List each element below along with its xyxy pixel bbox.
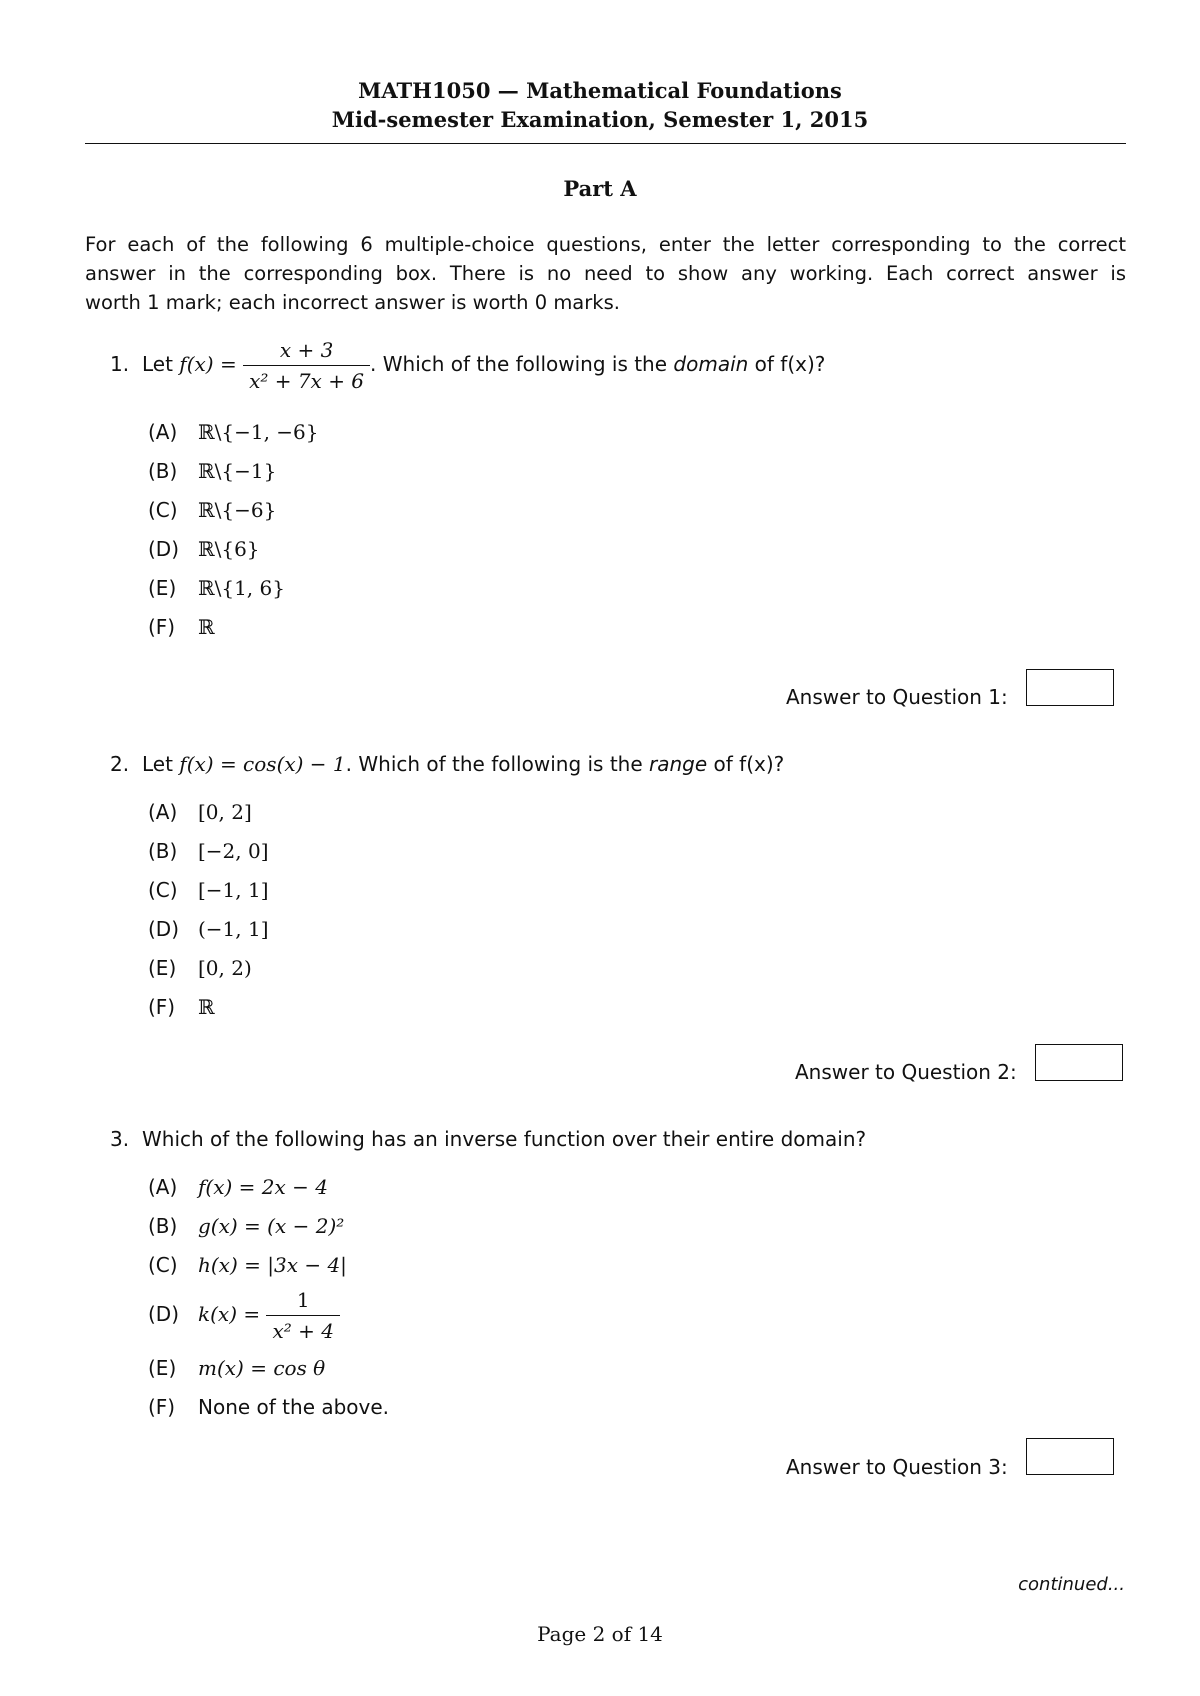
- option-text: f(x) = 2x − 4: [198, 1175, 328, 1199]
- option-2a: [148, 800, 252, 824]
- option-3f: [148, 1395, 389, 1419]
- exam-title: Mid-semester Examination, Semester 1, 2015: [331, 107, 869, 132]
- option-label: (A): [148, 1175, 178, 1199]
- answer-box-1[interactable]: [1026, 669, 1114, 706]
- instructions-line-1: For each of the following 6 multiple-choice questions, enter the letter corresponding to the correct: [85, 233, 1126, 256]
- option-text: ℝ: [198, 615, 215, 639]
- option-1d: [148, 537, 260, 561]
- option-text: h(x) = |3x − 4|: [198, 1253, 347, 1277]
- question-2: [110, 752, 784, 776]
- question-number: 1.: [110, 352, 130, 376]
- answer-label-1: Answer to Question 1:: [786, 685, 1008, 709]
- option-1f: [148, 615, 215, 639]
- fraction-numerator: x + 3: [243, 338, 370, 366]
- option-label: (E): [148, 576, 177, 600]
- instructions-line-2: answer in the corresponding box. There is no need to show any working. Each correct answer is: [85, 262, 1126, 285]
- function-name: f(x) =: [179, 352, 237, 376]
- option-1a: [148, 420, 319, 444]
- option-1b: [148, 459, 276, 483]
- option-text: m(x) = cos θ: [198, 1356, 326, 1380]
- option-prefix: k(x) =: [198, 1302, 261, 1326]
- option-label: (C): [148, 1253, 178, 1277]
- question-prefix: Let: [142, 752, 180, 776]
- question-emphasis: range: [649, 752, 708, 776]
- header-rule: [85, 143, 1126, 144]
- option-text: [−2, 0]: [198, 839, 269, 863]
- option-label: (F): [148, 615, 176, 639]
- option-text: ℝ\{1, 6}: [198, 576, 285, 600]
- option-2c: [148, 878, 269, 902]
- option-label: (E): [148, 1356, 177, 1380]
- option-3e: [148, 1356, 325, 1380]
- page-number: Page 2 of 14: [537, 1622, 663, 1646]
- option-3a: [148, 1175, 328, 1199]
- fraction-denominator: x² + 7x + 6: [249, 369, 365, 393]
- fraction-denominator: x² + 4: [272, 1319, 334, 1343]
- option-text: ℝ\{6}: [198, 537, 260, 561]
- option-2d: [148, 917, 269, 941]
- instructions: [85, 230, 1126, 317]
- option-label: (C): [148, 878, 178, 902]
- option-3b: [148, 1214, 344, 1238]
- option-2e: [148, 956, 252, 980]
- option-text: ℝ\{−1, −6}: [198, 420, 319, 444]
- function-expression: f(x) = cos(x) − 1: [179, 752, 346, 776]
- question-emphasis: domain: [673, 352, 749, 376]
- course-title: MATH1050 — Mathematical Foundations: [358, 78, 842, 103]
- question-1: [110, 338, 825, 393]
- option-text: ℝ\{−1}: [198, 459, 277, 483]
- answer-box-3[interactable]: [1026, 1438, 1114, 1475]
- question-text: Which of the following has an inverse function over their entire domain?: [142, 1127, 867, 1151]
- question-prefix: Let: [142, 352, 180, 376]
- question-text: . Which of the following is the: [345, 752, 650, 776]
- fraction-numerator: 1: [266, 1288, 340, 1316]
- continued-note: continued...: [1018, 1574, 1125, 1595]
- option-2f: [148, 995, 215, 1019]
- option-label: (B): [148, 459, 178, 483]
- option-label: (F): [148, 1395, 176, 1419]
- option-label: (A): [148, 800, 178, 824]
- option-label: (C): [148, 498, 178, 522]
- question-tail: of f(x)?: [748, 352, 826, 376]
- option-label: (A): [148, 420, 178, 444]
- option-3d: [148, 1288, 340, 1343]
- question-number: 2.: [110, 752, 130, 776]
- question-tail: of f(x)?: [707, 752, 785, 776]
- option-1c: [148, 498, 276, 522]
- fraction: [266, 1288, 340, 1343]
- option-label: (D): [148, 537, 180, 561]
- answer-box-2[interactable]: [1035, 1044, 1123, 1081]
- option-1e: [148, 576, 285, 600]
- option-2b: [148, 839, 269, 863]
- option-label: (D): [148, 917, 180, 941]
- option-text: (−1, 1]: [198, 917, 269, 941]
- option-3c: [148, 1253, 347, 1277]
- option-text: ℝ: [198, 995, 215, 1019]
- question-3: [110, 1127, 866, 1151]
- option-label: (E): [148, 956, 177, 980]
- option-label: (F): [148, 995, 176, 1019]
- answer-label-3: Answer to Question 3:: [786, 1455, 1008, 1479]
- fraction: [243, 338, 370, 393]
- question-text: . Which of the following is the: [370, 352, 674, 376]
- option-text: ℝ\{−6}: [198, 498, 277, 522]
- option-label: (B): [148, 839, 178, 863]
- part-title: Part A: [563, 176, 637, 201]
- instructions-line-3: worth 1 mark; each incorrect answer is worth 0 marks.: [85, 291, 620, 314]
- option-text: [−1, 1]: [198, 878, 269, 902]
- option-text: g(x) = (x − 2)²: [198, 1214, 345, 1238]
- option-text: [0, 2): [198, 956, 252, 980]
- question-number: 3.: [110, 1127, 130, 1151]
- option-label: (B): [148, 1214, 178, 1238]
- option-label: (D): [148, 1302, 180, 1326]
- answer-label-2: Answer to Question 2:: [795, 1060, 1017, 1084]
- option-text: [0, 2]: [198, 800, 252, 824]
- option-text: None of the above.: [198, 1395, 390, 1419]
